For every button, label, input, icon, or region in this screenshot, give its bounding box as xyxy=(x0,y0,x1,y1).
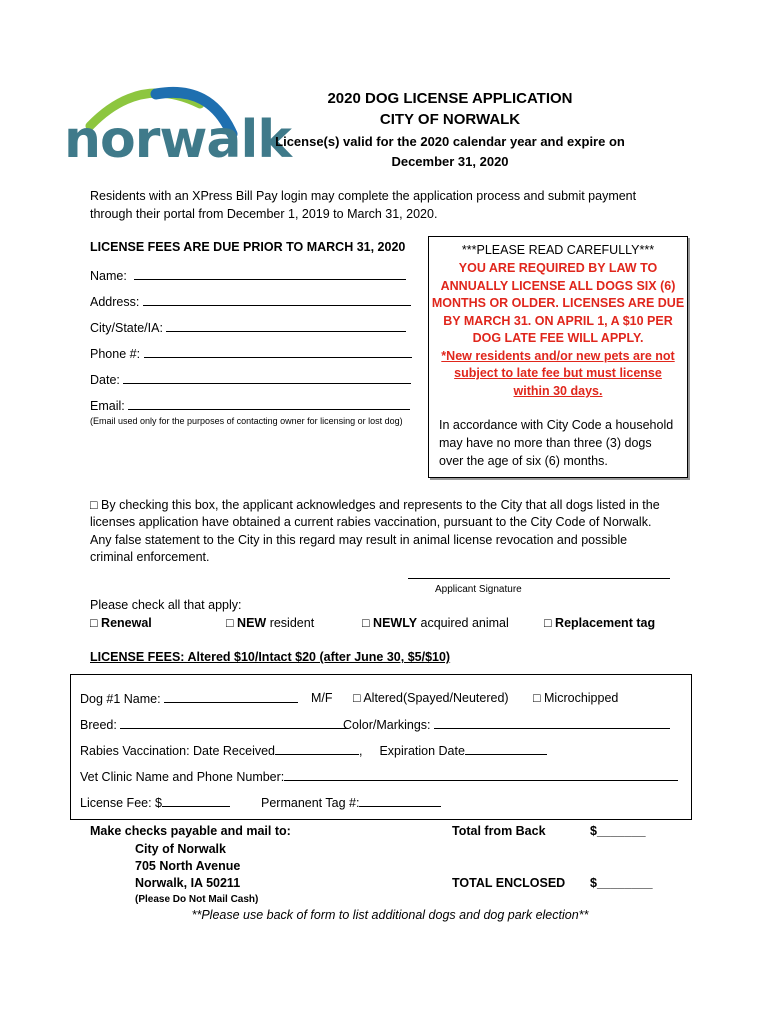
email-label: Email: xyxy=(90,399,125,413)
tag-field[interactable] xyxy=(359,793,441,807)
notice-red-5: DOG LATE FEE WILL APPLY. xyxy=(472,331,644,345)
notice-red-2: ANNUALLY LICENSE ALL DOGS SIX (6) xyxy=(440,279,676,293)
total-enclosed-field[interactable]: $________ xyxy=(590,876,653,890)
replacement-label: Replacement tag xyxy=(555,616,656,630)
rabies-row xyxy=(80,741,547,760)
expiration-field[interactable] xyxy=(465,741,547,755)
checkbox-replacement-tag[interactable] xyxy=(544,614,655,632)
date-field[interactable] xyxy=(123,370,411,384)
notice-red-u-1: *New residents and/or new pets are not xyxy=(441,349,675,363)
fee-field[interactable] xyxy=(162,793,230,807)
intro-line2: through their portal from December 1, 2019 to March 31, 2020. xyxy=(90,207,438,221)
owner-address-row xyxy=(90,292,411,311)
dog-name-row xyxy=(80,689,298,708)
code-line2: may have no more than three (3) dogs xyxy=(439,436,652,450)
ack-line2: licenses application have obtained a current rabies vaccination, pursuant to the City Code of Norwalk. xyxy=(90,515,652,529)
page-subtitle-city: CITY OF NORWALK xyxy=(379,111,521,128)
email-note: (Email used only for the purposes of contacting owner for licensing or lost dog) xyxy=(90,416,403,426)
microchipped-checkbox[interactable]: □ Microchipped xyxy=(533,691,619,705)
tag-row xyxy=(261,793,441,812)
signature-label: Applicant Signature xyxy=(435,584,522,595)
total-from-back-label: Total from Back xyxy=(452,824,546,838)
new-label: NEW xyxy=(237,616,267,630)
checkbox-new-resident[interactable] xyxy=(226,614,314,632)
breed-field[interactable] xyxy=(120,715,348,729)
color-field[interactable] xyxy=(434,715,670,729)
total-from-back-field[interactable]: $_______ xyxy=(590,824,646,838)
checkbox-newly-acquired[interactable] xyxy=(362,614,509,632)
city-label: City/State/IA: xyxy=(90,321,163,335)
owner-phone-row xyxy=(90,344,412,363)
altered-checkbox[interactable]: □ Altered(Spayed/Neutered) xyxy=(353,691,509,705)
city-field[interactable] xyxy=(166,318,406,332)
name-label: Name: xyxy=(90,269,127,283)
checkbox-icon: □ xyxy=(90,616,98,630)
renewal-label: Renewal xyxy=(101,616,152,630)
checkbox-icon: □ xyxy=(362,616,370,630)
notice-red-3: MONTHS OR OLDER. LICENSES ARE DUE xyxy=(431,296,685,310)
expiration-label: Expiration Date xyxy=(379,744,465,758)
logo-text: norwalk xyxy=(64,110,291,170)
ack-line4: criminal enforcement. xyxy=(90,550,210,564)
dog-name-label: Dog #1 Name: xyxy=(80,692,161,706)
vet-field[interactable] xyxy=(284,767,678,781)
license-fees-heading: LICENSE FEES: Altered $10/Intact $20 (after June 30, $5/$10) xyxy=(90,650,451,664)
color-label: Color/Markings: xyxy=(343,718,431,732)
vet-label: Vet Clinic Name and Phone Number: xyxy=(80,770,285,784)
notice-red-1: YOU ARE REQUIRED BY LAW TO xyxy=(458,261,658,275)
comma: , xyxy=(359,744,363,758)
fee-row xyxy=(80,793,230,812)
validity-line1: License(s) valid for the 2020 calendar year and expire on xyxy=(275,134,625,149)
fee-label: License Fee: $ xyxy=(80,796,162,810)
dog-info-box xyxy=(70,674,692,820)
fees-due-heading: LICENSE FEES ARE DUE PRIOR TO MARCH 31, 2020 xyxy=(90,240,406,254)
date-received-field[interactable] xyxy=(275,741,359,755)
acquired-label: acquired animal xyxy=(417,616,509,630)
notice-red-u-3: within 30 days. xyxy=(513,384,603,398)
footer-note: **Please use back of form to list additional dogs and dog park election** xyxy=(191,908,589,922)
address-label: Address: xyxy=(90,295,140,309)
mail-address-1: City of Norwalk xyxy=(135,842,226,856)
breed-label: Breed: xyxy=(80,718,117,732)
dog-name-field[interactable] xyxy=(164,689,298,703)
checkbox-icon: □ xyxy=(226,616,234,630)
read-carefully: ***PLEASE READ CAREFULLY*** xyxy=(461,243,655,257)
email-field[interactable] xyxy=(128,396,410,410)
signature-line[interactable] xyxy=(408,578,670,579)
sex-label[interactable]: M/F xyxy=(311,691,333,705)
owner-name-row xyxy=(90,266,406,285)
notice-box xyxy=(428,236,688,478)
code-line1: In accordance with City Code a household xyxy=(439,418,674,432)
no-cash-note: (Please Do Not Mail Cash) xyxy=(135,894,259,905)
checks-payable: Make checks payable and mail to: xyxy=(90,824,291,838)
mail-address-3: Norwalk, IA 50211 xyxy=(135,876,241,890)
total-enclosed-label: TOTAL ENCLOSED xyxy=(452,876,566,890)
rabies-label: Rabies Vaccination: Date Received xyxy=(80,744,276,758)
ack-line1[interactable]: □ By checking this box, the applicant acknowledges and represents to the City that all dogs listed in the xyxy=(90,498,660,512)
vet-row xyxy=(80,767,678,786)
address-field[interactable] xyxy=(143,292,411,306)
page-title: 2020 DOG LICENSE APPLICATION xyxy=(327,90,573,107)
date-label: Date: xyxy=(90,373,120,387)
checkbox-renewal[interactable] xyxy=(90,614,152,632)
ack-line3: Any false statement to the City in this regard may result in animal license revocation and possible xyxy=(90,533,628,547)
breed-row xyxy=(80,715,348,734)
owner-city-row xyxy=(90,318,406,337)
phone-label: Phone #: xyxy=(90,347,141,361)
notice-red-4: BY MARCH 31. ON APRIL 1, A $10 PER xyxy=(443,314,673,328)
owner-date-row xyxy=(90,370,411,389)
norwalk-logo xyxy=(60,84,291,170)
color-row xyxy=(343,715,670,734)
intro-line1: Residents with an XPress Bill Pay login may complete the application process and submit payment xyxy=(90,189,637,203)
mail-address-2: 705 North Avenue xyxy=(135,859,241,873)
newly-label: NEWLY xyxy=(373,616,418,630)
tag-label: Permanent Tag #: xyxy=(261,796,360,810)
validity-line2: December 31, 2020 xyxy=(391,154,509,169)
notice-red-u-2: subject to late fee but must license xyxy=(454,366,662,380)
check-all-label: Please check all that apply: xyxy=(90,598,242,612)
checkbox-icon: □ xyxy=(544,616,552,630)
code-line3: over the age of six (6) months. xyxy=(439,454,608,468)
phone-field[interactable] xyxy=(144,344,412,358)
name-field[interactable] xyxy=(134,266,406,280)
resident-label: resident xyxy=(266,616,315,630)
